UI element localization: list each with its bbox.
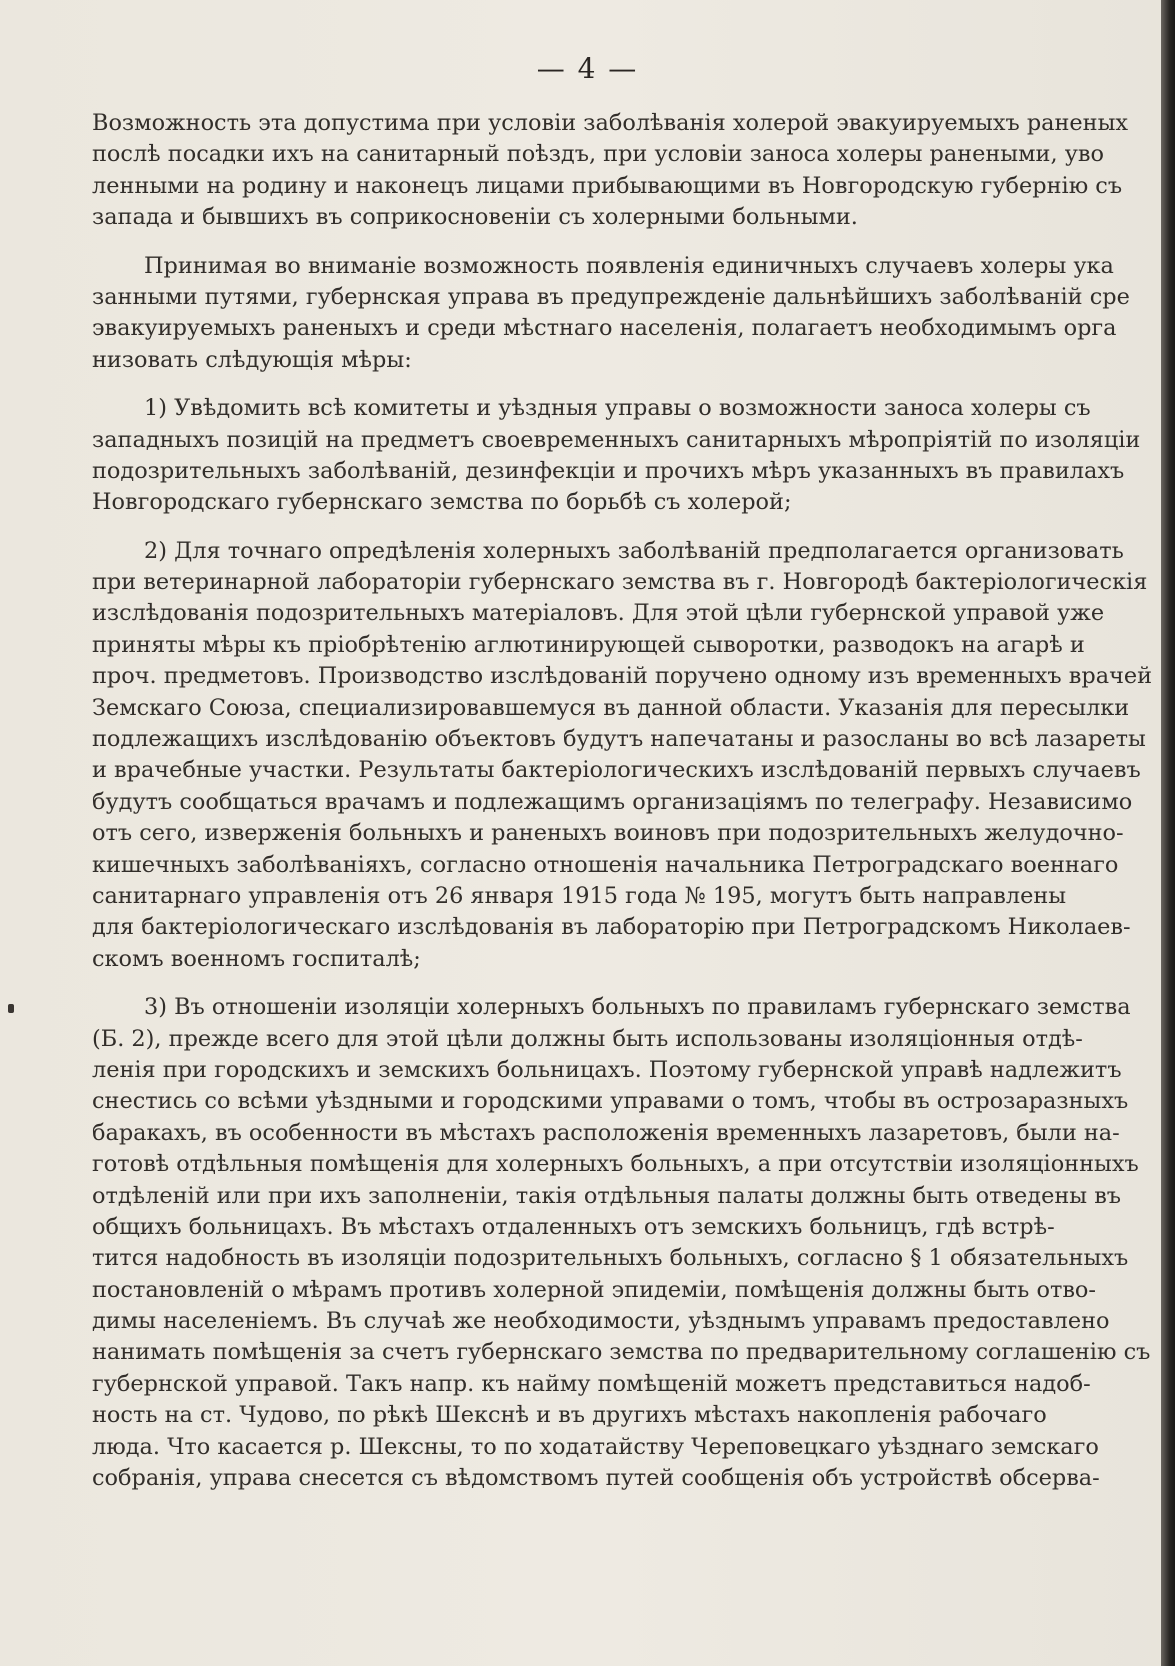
text-line: тится надобность въ изоляціи подозрительныхъ больныхъ, согласно § 1 обязательныхъ [92, 1245, 1129, 1272]
text-line: при ветеринарной лабораторіи губернскаго земства въ г. Новгородѣ бактеріологическія [92, 569, 1148, 596]
text-line: подозрительныхъ заболѣваній, дезинфекціи и прочихъ мѣръ указанныхъ въ правилахъ [92, 457, 1125, 484]
text-line: приняты мѣры къ пріобрѣтенію аглютинирующей сыворотки, разводокъ на агарѣ и [92, 631, 1085, 658]
text-line: собранія, управа снесется съ вѣдомствомъ путей сообщенія объ устройствѣ обсерва- [92, 1465, 1100, 1492]
text-line: кишечныхъ заболѣваніяхъ, согласно отношенія начальника Петроградскаго военнаго [92, 851, 1119, 878]
margin-mark [8, 1004, 14, 1013]
text-line: эвакуируемыхъ раненыхъ и среди мѣстнаго населенія, полагаетъ необходимымъ орга [92, 315, 1117, 342]
text-line: отдѣленій или при ихъ заполненіи, такія отдѣльныя палаты должны быть отведены въ [92, 1182, 1122, 1209]
book-spine-shadow [1161, 0, 1175, 1666]
text-body [92, 108, 1175, 1494]
text-line: постановленій о мѣрамъ противъ холерной эпидеміи, помѣщенія должны быть отво- [92, 1276, 1096, 1303]
text-line: (Б. 2), прежде всего для этой цѣли должны быть использованы изоляціонныя отдѣ- [92, 1025, 1083, 1052]
text-line: 3) Въ отношеніи изоляціи холерныхъ больныхъ по правиламъ губернскаго земства [144, 994, 1131, 1021]
text-line: ность на ст. Чудово, по рѣкѣ Шекснѣ и въ другихъ мѣстахъ накопленія рабочаго [92, 1402, 1047, 1429]
text-line: ленными на родину и наконецъ лицами прибывающими въ Новгородскую губернію съ [92, 172, 1123, 199]
text-line: низовать слѣдующія мѣры: [92, 346, 412, 373]
text-line: изслѣдованія подозрительныхъ матеріаловъ. Для этой цѣли губернской управой уже [92, 600, 1105, 627]
text-line: Земскаго Союза, специализировавшемуся въ данной области. Указанія для пересылки [92, 694, 1130, 721]
text-line: 2) Для точнаго опредѣленія холерныхъ заболѣваній предполагается организовать [144, 537, 1124, 564]
text-line: западныхъ позицій на предметъ своевременныхъ санитарныхъ мѣропріятій по изоляціи [92, 426, 1141, 453]
text-line: баракахъ, въ особенности въ мѣстахъ расположенія временныхъ лазаретовъ, были на- [92, 1119, 1120, 1146]
paragraph [92, 251, 1175, 377]
text-line: готовѣ отдѣльныя помѣщенія для холерныхъ больныхъ, а при отсутствіи изоляціонныхъ [92, 1151, 1139, 1178]
text-line: скомъ военномъ госпиталѣ; [92, 945, 421, 972]
text-line: и врачебные участки. Результаты бактеріологическихъ изслѣдованій первыхъ случаевъ [92, 757, 1141, 784]
text-line: запада и бывшихъ въ соприкосновеніи съ холерными больными. [92, 204, 858, 231]
text-line: Возможность эта допустима при условіи заболѣванія холерой эвакуируемыхъ раненых [92, 110, 1129, 136]
paragraph [92, 108, 1175, 234]
paragraph [92, 992, 1175, 1494]
text-line: проч. предметовъ. Производство изслѣдованій поручено одному изъ временныхъ врачей [92, 663, 1153, 690]
text-line: люда. Что касается р. Шексны, то по ходатайству Череповецкаго уѣзднаго земскаго [92, 1433, 1099, 1460]
text-line: 1) Увѣдомить всѣ комитеты и уѣздныя управы о возможности заноса холеры съ [144, 395, 1091, 422]
text-line: для бактеріологическаго изслѣдованія въ лабораторію при Петроградскомъ Николаев- [92, 914, 1131, 941]
text-line: Принимая во вниманіе возможность появленія единичныхъ случаевъ холеры ука [144, 252, 1114, 279]
text-line: санитарнаго управленія отъ 26 января 1915 года № 195, могутъ быть направлены [92, 882, 1067, 909]
page-number: — 4 — [536, 52, 639, 85]
text-line: послѣ посадки ихъ на санитарный поѣздъ, при условіи заноса холеры ранеными, уво [92, 141, 1104, 168]
text-line: ленія при городскихъ и земскихъ больницахъ. Поэтому губернской управѣ надлежитъ [92, 1056, 1122, 1083]
text-line: снестись со всѣми уѣздными и городскими управами о томъ, чтобы въ острозаразныхъ [92, 1088, 1129, 1115]
text-line: подлежащихъ изслѣдованію объектовъ будутъ напечатаны и разосланы во всѣ лазареты [92, 726, 1146, 753]
text-line: нанимать помѣщенія за счетъ губернскаго земства по предварительному соглашенію съ [92, 1339, 1151, 1366]
text-line: губернской управой. Такъ напр. къ найму помѣщеній можетъ представиться надоб- [92, 1370, 1091, 1397]
text-line: занными путями, губернская управа въ предупрежденіе дальнѣйшихъ заболѣваній сре [92, 283, 1130, 310]
text-line: общихъ больницахъ. Въ мѣстахъ отдаленныхъ отъ земскихъ больницъ, гдѣ встрѣ- [92, 1213, 1055, 1240]
paragraph [92, 536, 1175, 975]
text-line: отъ сего, изверженія больныхъ и раненыхъ воиновъ при подозрительныхъ желудочно- [92, 820, 1124, 847]
text-line: будутъ сообщаться врачамъ и подлежащимъ организаціямъ по телеграфу. Независимо [92, 788, 1133, 815]
paragraph [92, 393, 1175, 519]
text-line: Новгородскаго губернскаго земства по борьбѣ съ холерой; [92, 489, 792, 516]
text-line: димы населеніемъ. Въ случаѣ же необходимости, уѣзднымъ управамъ предоставлено [92, 1308, 1110, 1335]
